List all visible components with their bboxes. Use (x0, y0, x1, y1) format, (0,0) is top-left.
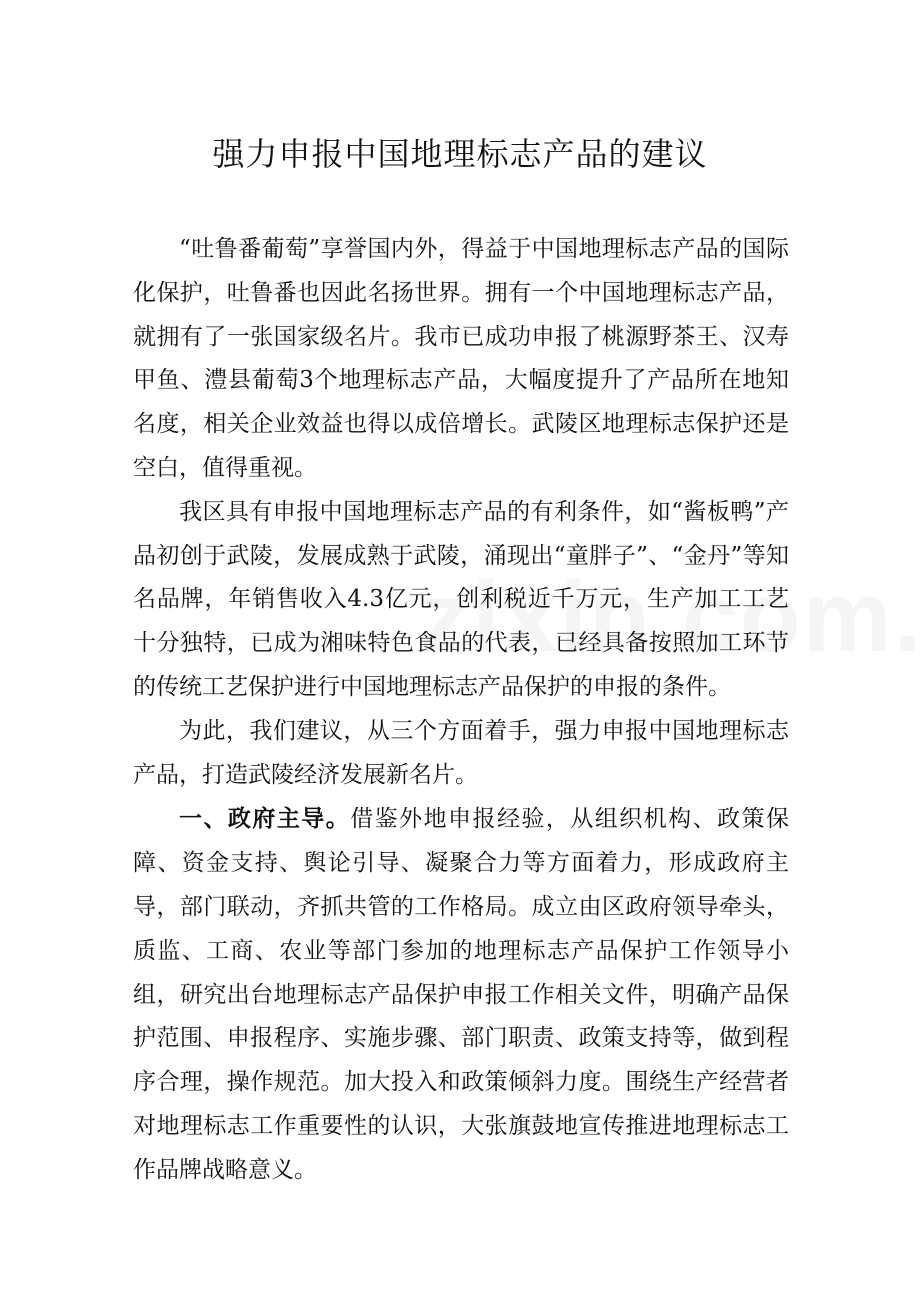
paragraph-text: “吐鲁番葡萄”享誉国内外，得益于中国地理标志产品的国际化保护，吐鲁番也因此名扬世界。拥有一个中国地理标志产品，就拥有了一张国家级名片。我市已成功申报了桃源野茶王、汉寿甲鱼、澧县葡萄3个地理标志产品，大幅度提升了产品所在地知名度，相关企业效益也得以成倍增长。武陵区地理标志保护还是空白，值得重视。 (133, 236, 789, 481)
paragraph-turpan-grapes (133, 228, 789, 491)
paragraph-government-lead (133, 797, 789, 1192)
paragraph-text: 我区具有申报中国地理标志产品的有利条件，如“酱板鸭”产品初创于武陵，发展成熟于武陵，涌现出“童胖子”、“金丹”等知名品牌，年销售收入4.3亿元，创利税近千万元，生产加工工艺十分独特，已成为湘味特色食品的代表，已经具备按照加工环节的传统工艺保护进行中国地理标志产品保护的申报的条件。 (133, 498, 789, 700)
section-heading: 一、政府主导。 (179, 805, 351, 833)
paragraph-text: 为此，我们建议，从三个方面着手，强力申报中国地理标志产品，打造武陵经济发展新名片。 (133, 717, 789, 788)
document-body (133, 228, 789, 1193)
paragraph-favorable-conditions (133, 491, 789, 710)
paragraph-proposal-intro (133, 710, 789, 798)
document-title: 强力申报中国地理标志产品的建议 (212, 135, 708, 173)
paragraph-text: 借鉴外地申报经验，从组织机构、政策保障、资金支持、舆论引导、凝聚合力等方面着力，形成政府主导，部门联动，齐抓共管的工作格局。成立由区政府领导牵头，质监、工商、农业等部门参加的地理标志产品保护工作领导小组，研究出台地理标志产品保护申报工作相关文件，明确产品保护范围、申报程序、实施步骤、部门职责、政策支持等，做到程序合理，操作规范。加大投入和政策倾斜力度。围绕生产经营者对地理标志工作重要性的认识，大张旗鼓地宣传推进地理标志工作品牌战略意义。 (133, 806, 790, 1183)
